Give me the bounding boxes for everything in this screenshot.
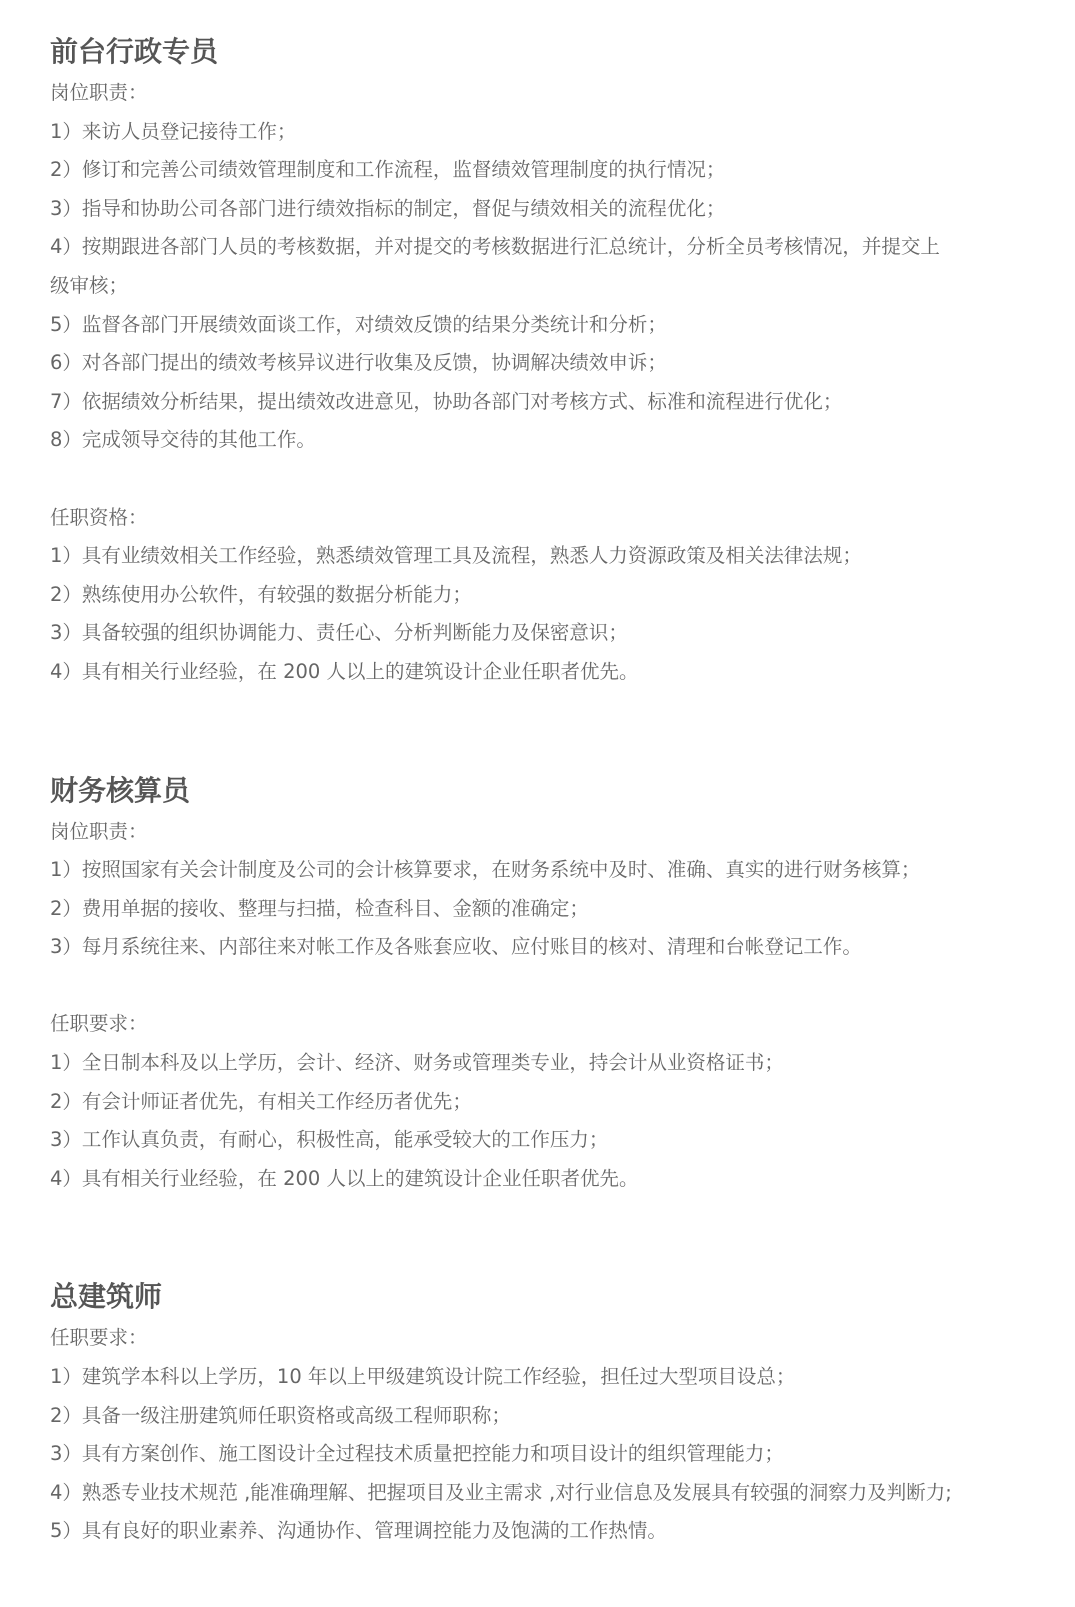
job-separator bbox=[50, 1198, 1035, 1275]
list-item: 3）工作认真负责，有耐心，积极性高，能承受较大的工作压力； bbox=[50, 1128, 609, 1152]
list-item: 5）具有良好的职业素养、沟通协作、管理调控能力及饱满的工作热情。 bbox=[50, 1519, 667, 1543]
job-posting bbox=[50, 30, 1035, 692]
job-title: 财务核算员 bbox=[50, 773, 191, 807]
section-heading: 任职要求： bbox=[50, 1012, 148, 1036]
list-item: 6）对各部门提出的绩效考核异议进行收集及反馈，协调解决绩效申诉； bbox=[50, 351, 667, 375]
list-item: 2）修订和完善公司绩效管理制度和工作流程，监督绩效管理制度的执行情况； bbox=[50, 158, 726, 182]
section-heading: 任职要求： bbox=[50, 1326, 148, 1350]
list-item: 1）按照国家有关会计制度及公司的会计核算要求，在财务系统中及时、准确、真实的进行财务核算； bbox=[50, 858, 921, 882]
list-item: 5）监督各部门开展绩效面谈工作，对绩效反馈的结果分类统计和分析； bbox=[50, 312, 667, 336]
job-posting bbox=[50, 769, 1035, 1199]
blank-line bbox=[50, 967, 1035, 1006]
job-title: 前台行政专员 bbox=[50, 35, 219, 68]
section-heading: 岗位职责： bbox=[50, 81, 148, 104]
list-item: 8）完成领导交待的其他工作。 bbox=[50, 428, 316, 452]
list-item: 3）具备较强的组织协调能力、责任心、分析判断能力及保密意识； bbox=[50, 621, 628, 645]
list-item: 4）按期跟进各部门人员的考核数据，并对提交的考核数据进行汇总统计，分析全员考核情况，并提交上 bbox=[50, 235, 940, 259]
list-item: 3）每月系统往来、内部往来对帐工作及各账套应收、应付账目的核对、清理和台帐登记工作。 bbox=[50, 935, 862, 959]
list-item: 1）全日制本科及以上学历，会计、经济、财务或管理类专业，持会计从业资格证书； bbox=[50, 1051, 784, 1075]
list-item: 1）来访人员登记接待工作； bbox=[50, 119, 297, 143]
list-item: 7）依据绩效分析结果，提出绩效改进意见，协助各部门对考核方式、标准和流程进行优化； bbox=[50, 389, 843, 413]
list-item: 4）熟悉专业技术规范 ,能准确理解、把握项目及业主需求 ,对行业信息及发展具有较强的洞察力及判断力; bbox=[50, 1480, 952, 1504]
list-item: 1）建筑学本科以上学历，10 年以上甲级建筑设计院工作经验，担任过大型项目设总； bbox=[50, 1365, 796, 1389]
list-item: 2）熟练使用办公软件，有较强的数据分析能力； bbox=[50, 582, 472, 606]
list-item: 2）具备一级注册建筑师任职资格或高级工程师职称； bbox=[50, 1403, 511, 1427]
job-title: 总建筑师 bbox=[50, 1280, 163, 1314]
list-item: 2）有会计师证者优先，有相关工作经历者优先； bbox=[50, 1089, 472, 1113]
job-separator bbox=[50, 692, 1035, 769]
list-item: 级审核； bbox=[50, 273, 129, 297]
list-item: 2）费用单据的接收、整理与扫描，检查科目、金额的准确定； bbox=[50, 896, 589, 920]
list-item: 1）具有业绩效相关工作经验，熟悉绩效管理工具及流程，熟悉人力资源政策及相关法律法规； bbox=[50, 544, 862, 568]
blank-line bbox=[50, 460, 1035, 499]
list-item: 4）具有相关行业经验，在 200 人以上的建筑设计企业任职者优先。 bbox=[50, 1166, 639, 1190]
job-posting bbox=[50, 1275, 1035, 1551]
list-item: 3）指导和协助公司各部门进行绩效指标的制定，督促与绩效相关的流程优化； bbox=[50, 196, 726, 220]
list-item: 4）具有相关行业经验，在 200 人以上的建筑设计企业任职者优先。 bbox=[50, 659, 639, 683]
section-heading: 任职资格： bbox=[50, 505, 148, 529]
list-item: 3）具有方案创作、施工图设计全过程技术质量把控能力和项目设计的组织管理能力； bbox=[50, 1442, 784, 1466]
section-heading: 岗位职责： bbox=[50, 819, 148, 843]
